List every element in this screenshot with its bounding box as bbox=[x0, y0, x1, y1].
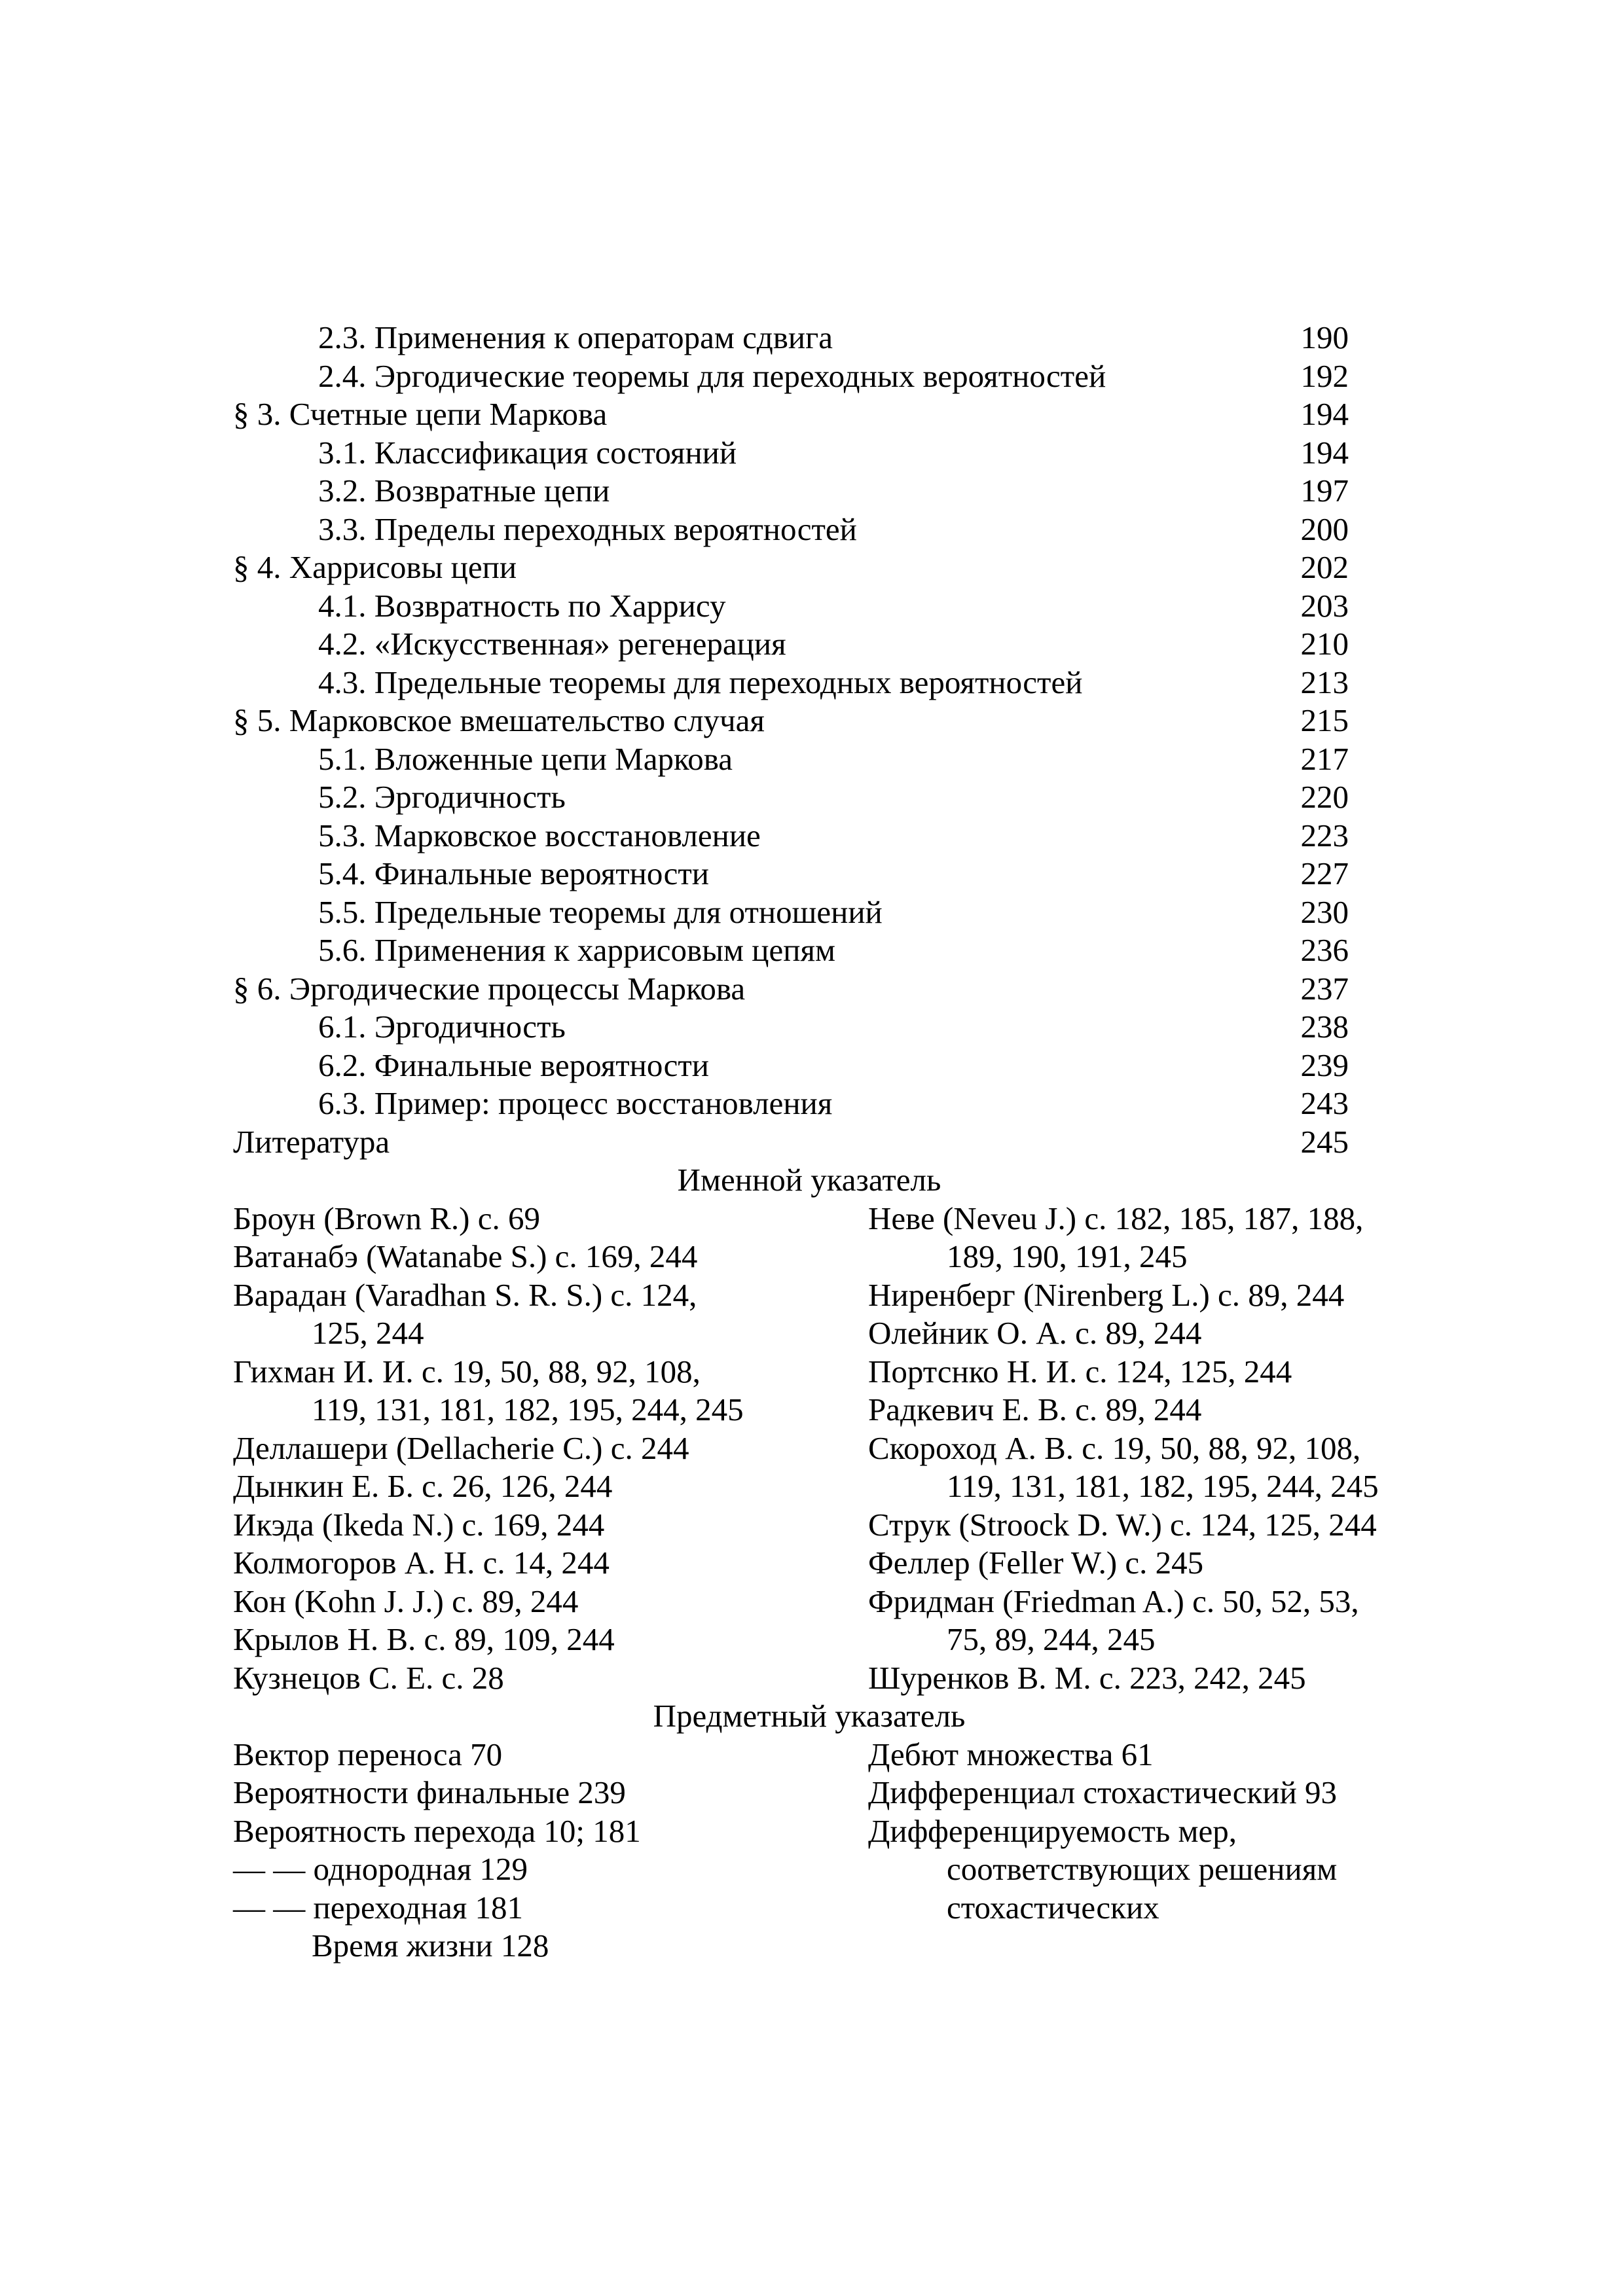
toc-entry bbox=[233, 1008, 1385, 1047]
toc-entry bbox=[233, 664, 1385, 702]
toc-entry-title: 2.3. Применения к операторам сдвига bbox=[318, 319, 833, 355]
name-index-entry: Икэда (Ikeda N.) с. 169, 244 bbox=[233, 1506, 605, 1543]
toc-entry bbox=[233, 395, 1385, 434]
toc-entry-page: 190 bbox=[1300, 319, 1349, 355]
name-index-entry: Броун (Brown R.) с. 69 bbox=[233, 1200, 540, 1236]
subject-index-entry: Вероятности финальные 239 bbox=[233, 1774, 626, 1810]
toc-entry-title: § 6. Эргодические процессы Маркова bbox=[233, 970, 746, 1007]
subject-index-entry: соответствующих решениям bbox=[947, 1851, 1338, 1887]
name-index-entry: Дынкин Е. Б. с. 26, 126, 244 bbox=[233, 1468, 613, 1504]
toc-entry-title: 5.1. Вложенные цепи Маркова bbox=[318, 740, 733, 777]
name-index-entry: Ватанабэ (Watanabe S.) с. 169, 244 bbox=[233, 1238, 698, 1274]
toc-entry-title: 4.2. «Искусственная» регенерация bbox=[318, 626, 786, 662]
toc-entry-title: 3.2. Возвратные цепи bbox=[318, 473, 610, 509]
name-index-entry: Кон (Kohn J. J.) с. 89, 244 bbox=[233, 1583, 579, 1619]
toc-entry-title: 3.3. Пределы переходных вероятностей bbox=[318, 511, 857, 547]
toc-entry-title: 5.6. Применения к харрисовым цепям bbox=[318, 932, 836, 968]
toc-entry-page: 239 bbox=[1300, 1047, 1349, 1083]
toc-entry-page: 236 bbox=[1300, 932, 1349, 968]
name-index-entry: Колмогоров А. Н. с. 14, 244 bbox=[233, 1545, 610, 1581]
toc-entry bbox=[233, 740, 1385, 779]
name-index-entry: Портснко Н. И. с. 124, 125, 244 bbox=[868, 1353, 1292, 1390]
toc-entry bbox=[233, 548, 1385, 587]
toc-entry-page: 237 bbox=[1300, 970, 1349, 1007]
name-index-entry: Крылов Н. В. с. 89, 109, 244 bbox=[233, 1621, 615, 1657]
toc-entry-title: Литература bbox=[233, 1123, 390, 1160]
toc-entry-title: 5.5. Предельные теоремы для отношений bbox=[318, 893, 883, 930]
subject-index-entry: Вероятность перехода 10; 181 bbox=[233, 1812, 641, 1849]
toc-entry bbox=[233, 625, 1385, 664]
name-index-entry: Ниренберг (Nirenberg L.) с. 89, 244 bbox=[868, 1276, 1345, 1313]
toc-entry bbox=[233, 319, 1385, 357]
toc-entry bbox=[233, 702, 1385, 740]
toc-entry bbox=[233, 1085, 1385, 1123]
name-index-right-column bbox=[868, 1200, 1412, 1698]
subject-index-left-column bbox=[233, 1736, 868, 1965]
toc-entry-title: § 5. Марковское вмешательство случая bbox=[233, 702, 765, 738]
toc-entry-page: 220 bbox=[1300, 779, 1349, 815]
toc-entry-page: 194 bbox=[1300, 396, 1349, 432]
toc-entry bbox=[233, 893, 1385, 932]
name-index-entry: 125, 244 bbox=[312, 1315, 424, 1351]
toc-entry bbox=[233, 931, 1385, 970]
toc-entry-page: 210 bbox=[1300, 626, 1349, 662]
name-index-entry: Гихман И. И. с. 19, 50, 88, 92, 108, bbox=[233, 1353, 701, 1390]
toc-entry bbox=[233, 778, 1385, 817]
toc-entry bbox=[233, 1047, 1385, 1085]
toc-entry-page: 192 bbox=[1300, 357, 1349, 394]
toc-entry-title: 4.3. Предельные теоремы для переходных вероятностей bbox=[318, 664, 1083, 700]
name-index-entry: 189, 190, 191, 245 bbox=[947, 1238, 1188, 1274]
toc-entry-title: 6.3. Пример: процесс восстановления bbox=[318, 1085, 833, 1121]
name-index-entry: Кузнецов С. Е. с. 28 bbox=[233, 1659, 504, 1696]
name-index-entry: Шуренков В. М. с. 223, 242, 245 bbox=[868, 1659, 1306, 1696]
name-index-left-column bbox=[233, 1200, 868, 1698]
toc-entry-page: 203 bbox=[1300, 587, 1349, 624]
toc-entry-title: 4.1. Возвратность по Харрису bbox=[318, 587, 726, 624]
toc-entry-page: 194 bbox=[1300, 434, 1349, 471]
toc-entry bbox=[233, 817, 1385, 855]
toc-entry-title: 6.2. Финальные вероятности bbox=[318, 1047, 709, 1083]
toc-entry bbox=[233, 434, 1385, 473]
subject-index-right-column bbox=[868, 1736, 1412, 1965]
table-of-contents bbox=[233, 319, 1385, 1161]
toc-entry-title: 5.3. Марковское восстановление bbox=[318, 817, 761, 853]
toc-entry-page: 215 bbox=[1300, 702, 1349, 738]
subject-index-entry: — — переходная 181 bbox=[233, 1889, 523, 1926]
name-index-heading: Именной указатель bbox=[677, 1162, 941, 1198]
subject-index-entry: Вектор переноса 70 bbox=[233, 1736, 503, 1772]
toc-entry-page: 197 bbox=[1300, 473, 1349, 509]
toc-entry-title: 5.2. Эргодичность bbox=[318, 779, 566, 815]
subject-index-entry: стохастических bbox=[947, 1889, 1159, 1926]
toc-entry bbox=[233, 1123, 1385, 1162]
toc-entry-title: § 3. Счетные цепи Маркова bbox=[233, 396, 608, 432]
name-index-entry: Радкевич Е. В. с. 89, 244 bbox=[868, 1391, 1202, 1427]
name-index-entry: 119, 131, 181, 182, 195, 244, 245 bbox=[312, 1391, 744, 1427]
toc-entry-page: 245 bbox=[1300, 1123, 1349, 1160]
toc-entry-page: 213 bbox=[1300, 664, 1349, 700]
toc-entry bbox=[233, 587, 1385, 626]
subject-index-entry: Время жизни 128 bbox=[312, 1928, 549, 1964]
toc-entry-title: 3.1. Классификация состояний bbox=[318, 434, 737, 471]
toc-entry-title: 5.4. Финальные вероятности bbox=[318, 855, 709, 891]
toc-entry bbox=[233, 357, 1385, 396]
toc-entry-page: 202 bbox=[1300, 549, 1349, 585]
name-index-entry: 75, 89, 244, 245 bbox=[947, 1621, 1156, 1657]
toc-entry-title: 6.1. Эргодичность bbox=[318, 1009, 566, 1045]
subject-index-entry: Дебют множества 61 bbox=[868, 1736, 1154, 1772]
toc-entry-title: 2.4. Эргодические теоремы для переходных вероятностей bbox=[318, 357, 1106, 394]
name-index-entry: Феллер (Feller W.) с. 245 bbox=[868, 1545, 1204, 1581]
toc-entry-page: 223 bbox=[1300, 817, 1349, 853]
toc-entry-page: 227 bbox=[1300, 855, 1349, 891]
name-index-entry: Варадан (Varadhan S. R. S.) с. 124, bbox=[233, 1276, 697, 1313]
subject-index-entry: Дифференцируемость мер, bbox=[868, 1812, 1237, 1849]
toc-entry bbox=[233, 472, 1385, 511]
document-page bbox=[233, 319, 1385, 1965]
name-index-entry: Скороход А. В. с. 19, 50, 88, 92, 108, bbox=[868, 1429, 1361, 1466]
subject-index-entry: Дифференциал стохастический 93 bbox=[868, 1774, 1338, 1810]
toc-entry-page: 217 bbox=[1300, 740, 1349, 777]
toc-entry bbox=[233, 855, 1385, 893]
name-index bbox=[233, 1200, 1412, 1698]
toc-entry bbox=[233, 511, 1385, 549]
name-index-entry: 119, 131, 181, 182, 195, 244, 245 bbox=[947, 1468, 1379, 1504]
name-index-entry: Олейник О. А. с. 89, 244 bbox=[868, 1315, 1202, 1351]
name-index-entry: Фридман (Friedman A.) с. 50, 52, 53, bbox=[868, 1583, 1359, 1619]
subject-index-entry: — — однородная 129 bbox=[233, 1851, 528, 1887]
toc-entry-page: 238 bbox=[1300, 1009, 1349, 1045]
subject-index bbox=[233, 1736, 1412, 1965]
toc-entry-page: 230 bbox=[1300, 893, 1349, 930]
toc-entry bbox=[233, 970, 1385, 1009]
subject-index-heading: Предметный указатель bbox=[653, 1698, 966, 1734]
name-index-entry: Неве (Neveu J.) с. 182, 185, 187, 188, bbox=[868, 1200, 1364, 1236]
name-index-entry: Струк (Stroock D. W.) с. 124, 125, 244 bbox=[868, 1506, 1377, 1543]
name-index-entry: Деллашери (Dellacherie C.) с. 244 bbox=[233, 1429, 689, 1466]
toc-entry-page: 243 bbox=[1300, 1085, 1349, 1121]
toc-entry-title: § 4. Харрисовы цепи bbox=[233, 549, 517, 585]
toc-entry-page: 200 bbox=[1300, 511, 1349, 547]
